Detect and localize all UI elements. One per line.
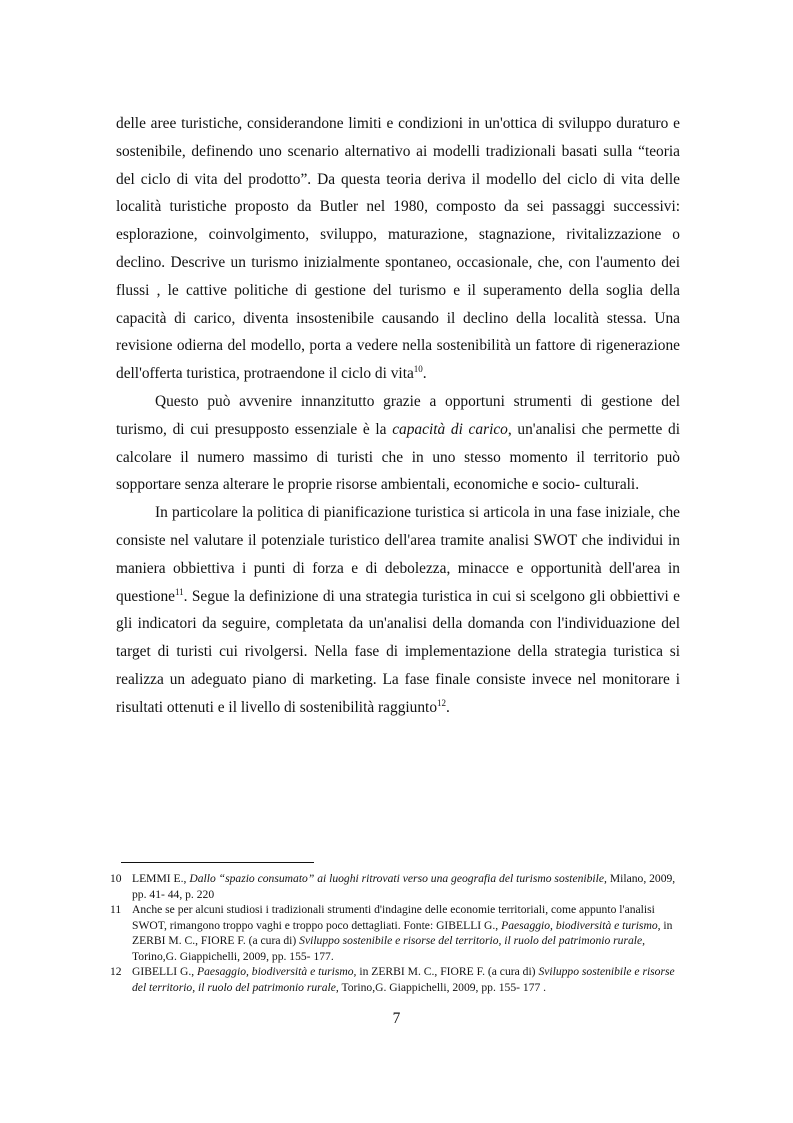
footnote-ref-10: 10 xyxy=(413,364,423,375)
footnote-book-title: Sviluppo sostenibile e risorse del territorio, il ruolo del patrimonio rurale, xyxy=(299,934,646,947)
footnote-text-b: Milano, 2009, pp. 41- 44, p. 220 xyxy=(132,872,676,901)
paragraph-1-text: delle aree turistiche, considerandone limiti e condizioni in un'ottica di sviluppo duraturo e sostenibile, definendo uno scenario alternativo ai modelli tradizionali basati sulla “teoria del ciclo di vita del prodotto”. Da questa teoria deriva il modello del ciclo di vita delle località turistiche proposto da Butler nel 1980, composto da sei passaggi successivi: esplorazione, coinvolgimento, sviluppo, maturazione, stagnazione, rivitalizzazione o declino. Descrive un turismo inizialmente spontaneo, occasionale, che, con l'aumento dei flussi , le cattive politiche di gestione del turismo e il superamento della soglia della capacità di carico, diventa insostenibile causando il declino della località stessa. Una revisione odierna del modello, porta a vedere nella sostenibilità un fattore di rigenerazione dell'offerta turistica, protraendone il ciclo di vita xyxy=(116,115,680,383)
footnotes xyxy=(110,871,690,995)
footnote-ref-12: 12 xyxy=(437,697,447,708)
footnote-title: Paesaggio, biodiversità e turismo, xyxy=(197,965,357,978)
footnote-text-a: Anche se per alcuni studiosi i tradizionali strumenti d'indagine delle economie territoriali, come appunto l'analisi SWOT, rimangono troppo vaghi e troppo poco dettagliati. Fonte: GIBELLI G., xyxy=(132,903,655,932)
footnote-separator xyxy=(121,862,314,863)
paragraph-3-end: . xyxy=(446,698,450,716)
footnote-text xyxy=(132,871,690,902)
footnote-number: 11 xyxy=(110,903,122,916)
footnote-11 xyxy=(110,902,690,964)
footnote-text-b: in ZERBI M. C., FIORE F. (a cura di) xyxy=(132,918,673,947)
footnote-text-b: in ZERBI M. C., FIORE F. (a cura di) xyxy=(356,965,539,978)
footnote-text xyxy=(132,964,690,995)
footnote-number: 10 xyxy=(110,872,122,885)
footnote-text-a: GIBELLI G., xyxy=(132,965,198,978)
paragraph-3-text-a: In particolare la politica di pianificazione turistica si articola in una fase iniziale, che consiste nel valutare il potenziale turistico dell'area tramite analisi SWOT che individui in maniera obbiettiva i punti di forza e di debolezza, minacce e opportunità dell'area in questione xyxy=(116,504,680,605)
footnote-book-title: Sviluppo sostenibile e risorse del territorio, il ruolo del patrimonio rurale, xyxy=(132,965,675,994)
paragraph-2-text-b: , un'analisi che permette di calcolare il numero massimo di turisti che in uno stesso momento il territorio può sopportare senza alterare le proprie risorse ambientali, economiche e socio- culturali. xyxy=(116,420,680,494)
footnote-ref-11: 11 xyxy=(175,586,184,597)
paragraph-3 xyxy=(116,499,680,721)
footnote-title: Paesaggio, biodiversità e turismo, xyxy=(501,918,661,932)
footnote-text xyxy=(132,902,690,964)
footnote-title: Dallo “spazio consumato” ai luoghi ritrovati verso una geografia del turismo sostenibile, xyxy=(189,872,607,885)
page-number: 7 xyxy=(392,1010,401,1027)
footnote-10 xyxy=(110,871,690,902)
footnote-text-a: LEMMI E., xyxy=(132,872,190,885)
paragraph-2-text-a: Questo può avvenire innanzitutto grazie a opportuni strumenti di gestione del turismo, di cui presupposto essenziale è la xyxy=(116,392,680,438)
footnote-text-c: Torino,G. Giappichelli, 2009, pp. 155- 177. xyxy=(132,949,334,963)
paragraph-2-emphasis: capacità di carico xyxy=(392,420,508,438)
paragraph-2 xyxy=(116,388,680,499)
footnote-12 xyxy=(110,964,690,995)
body-text xyxy=(116,110,680,722)
footnote-number: 12 xyxy=(110,965,122,978)
paragraph-3-text-b: . Segue la definizione di una strategia turistica in cui si scelgono gli obbiettivi e gli indicatori da seguire, completata da un'analisi della domanda con l'individuazione del target di turisti cui rivolgersi. Nella fase di implementazione della strategia turistica si realizza un adeguato piano di marketing. La fase finale consiste invece nel monitorare i risultati ottenuti e il livello di sostenibilità raggiunto xyxy=(116,587,680,716)
footnote-text-c: Torino,G. Giappichelli, 2009, pp. 155- 177 . xyxy=(338,980,547,994)
paragraph-1-end: . xyxy=(422,365,427,383)
paragraph-1 xyxy=(116,110,680,388)
